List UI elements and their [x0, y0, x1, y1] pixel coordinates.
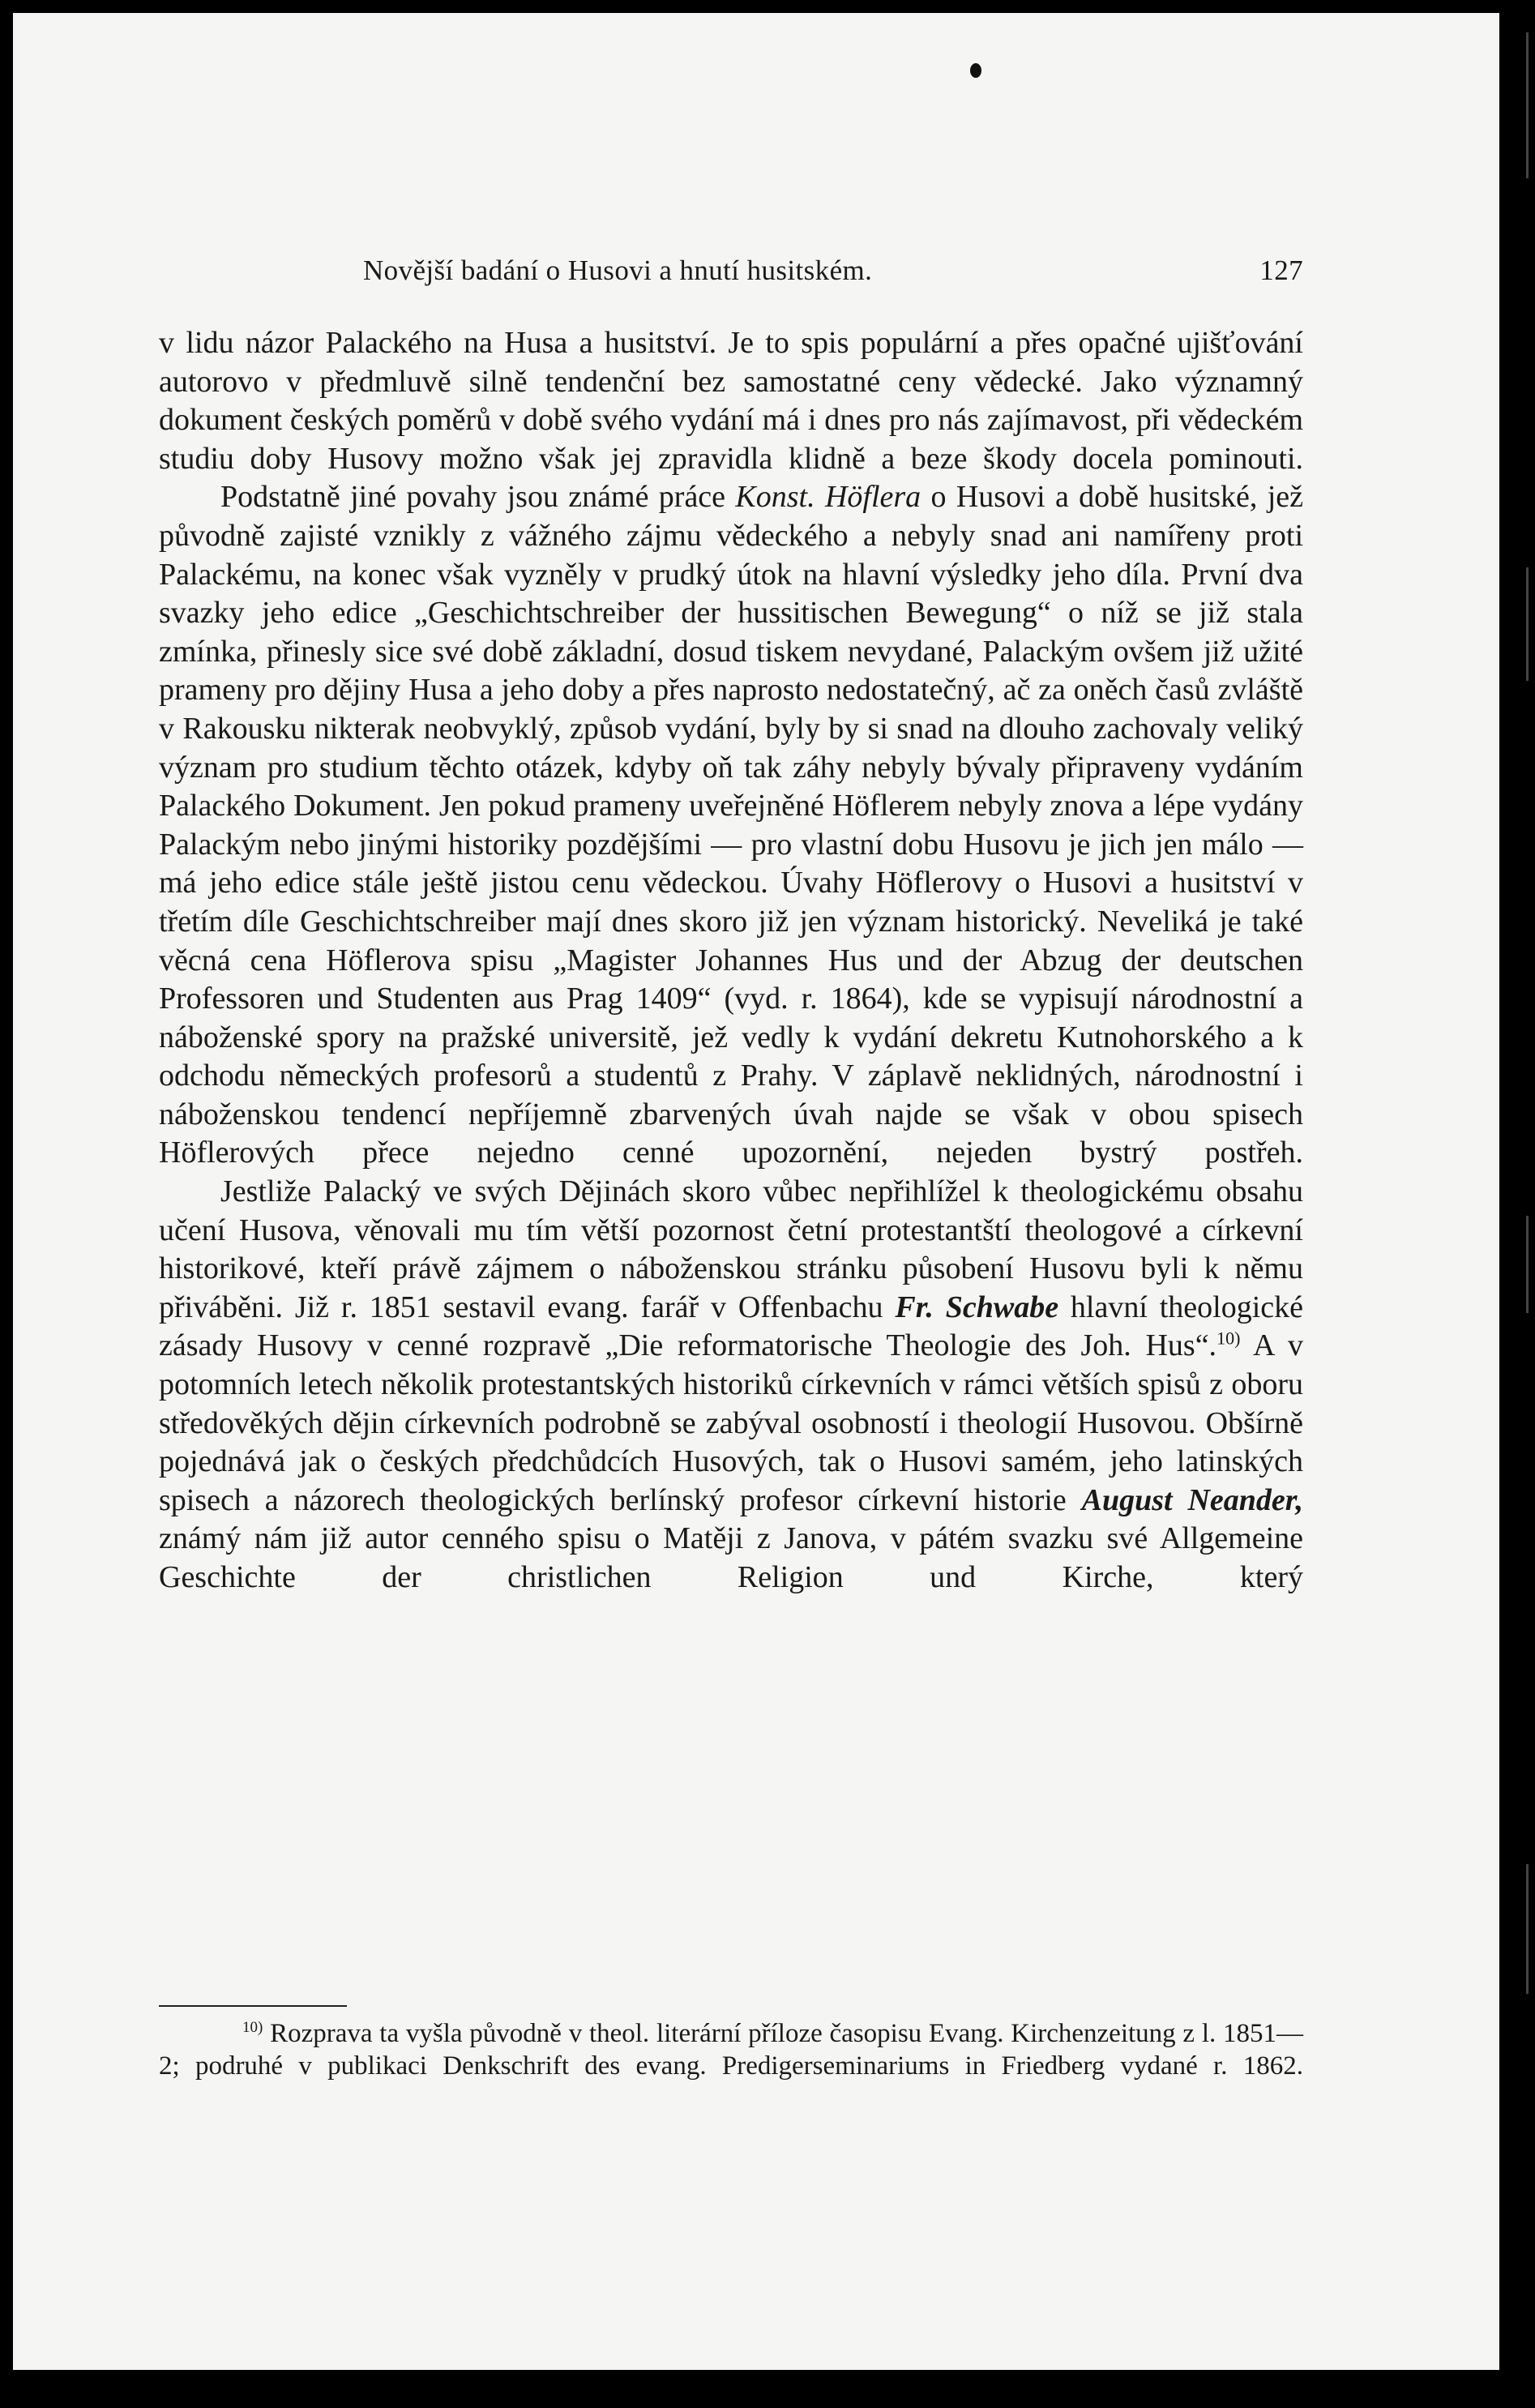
paragraph-2-lead: Podstatně jiné povahy jsou známé práce	[220, 480, 726, 515]
paragraph-3-part-4: známý nám již autor cenného spisu o Matěji z Janova, v pátém svazku své Allgemeine Geschichte der christlichen Religion und Kirche, který	[159, 1521, 1303, 1594]
footnote-marker: 10)	[242, 2019, 263, 2036]
scan-edge-mark	[1526, 1864, 1529, 1994]
paragraph-2	[159, 478, 1303, 1173]
scan-edge-mark	[1526, 32, 1529, 178]
ink-spot	[970, 63, 981, 78]
scan-edge-mark	[1526, 567, 1529, 681]
scan-edge-mark	[1526, 1216, 1529, 1313]
author-name-neander: August Neander,	[1081, 1482, 1303, 1517]
footnote-reference: 10)	[1216, 1328, 1241, 1349]
running-title: Novější badání o Husovi a hnutí husitském.	[363, 254, 873, 286]
paragraph-3-part-3: A v potomních letech několik protestantských historiků církevních v rámci větších spisů z oboru středověkých dějin církevních podrobně se zabýval osobností i theologií Husovou. Obšírně pojednává jak o českých předchůdcích Husových, tak o Husovi samém, jeho latinských spisech a názorech theologických berlínský profesor církevní historie	[159, 1328, 1303, 1517]
paragraph-3-part-2: hlavní theologické zásady Husovy v cenné rozpravě „Die reformatorische Theologie des Joh. Hus“.	[159, 1290, 1304, 1363]
author-name-schwabe: Fr. Schwabe	[895, 1290, 1059, 1324]
body-text	[159, 324, 1303, 1597]
footnote-separator	[159, 2005, 347, 2007]
running-head	[363, 254, 1303, 287]
paragraph-3-part-1: Jestliže Palacký ve svých Dějinách skoro vůbec nepřihlížel k theologickému obsahu učení Husova, věnovali mu tím větší pozornost četní protestantští theologové a církevní historikové, kteří právě zájmem o náboženskou stránku působení Husovu byli k němu přiváběni. Již r. 1851 sestavil evang. farář v Offenbachu	[159, 1174, 1303, 1324]
author-name-konst: Konst.	[735, 480, 815, 515]
paragraph-3	[159, 1173, 1303, 1597]
paragraph-2-text: o Husovi a době husitské, jež původně zajisté vznikly z vážného zájmu vědeckého a nebyly snad ani namířeny proti Palackému, na konec však vyzněly v prudký útok na hlavní výsledky jeho díla. První dva svazky jeho edice „Geschichtschreiber der hussitischen Bewegung“ o níž se již stala zmínka, přinesly sice své době základní, dosud tiskem nevydané, Palackým ovšem již užité prameny pro dějiny Husa a jeho doby a přes naprosto nedostatečný, ač za oněch časů zvláště v Rakousku nikterak neobvyklý, způsob vydání, byly by si snad na dlouho zachovaly veliký význam pro studium těchto otázek, kdyby oň tak záhy nebyly bývaly připraveny vydáním Palackého Dokument. Jen pokud prameny uveřejněné Höflerem nebyly znova a lépe vydány Palackým nebo jinými historiky pozdějšími — pro vlastní dobu Husovu je jich jen málo — má jeho edice stále ještě jistou cenu vědeckou. Úvahy Höflerovy o Husovi a husitství v třetím díle Geschichtschreiber mají dnes skoro již jen význam historický. Neveliká je také věcná cena Höflerova spisu „Magister Johannes Hus und der Abzug der deutschen Professoren und Studenten aus Prag 1409“ (vyd. r. 1864), kde se vypisují národnostní a náboženské spory na pražské universitě, jež vedly k vydání dekretu Kutnohorského a k odchodu německých profesorů a studentů z Prahy. V záplavě neklidných, národnostní i náboženskou tendencí nepříjemně zbarvených úvah najde se však v obou spisech Höflerových přece nejedno cenné upozornění, nejeden bystrý postřeh.	[159, 480, 1304, 1170]
author-name-hoefler: Höflera	[824, 480, 921, 515]
paragraph-1: v lidu názor Palackého na Husa a husitství. Je to spis populární a přes opačné ujišťování autorovo v předmluvě silně tendenční bez samostatné ceny vědecké. Jako významný dokument českých poměrů v době svého vydání má i dnes pro nás zajímavost, při vědeckém studiu doby Husovy možno však jej zpravidla klidně a beze škody docela pominouti.	[159, 326, 1303, 476]
page-number: 127	[1259, 254, 1303, 286]
footnote	[159, 2017, 1303, 2082]
book-page	[13, 13, 1499, 2370]
footnote-text: Rozprava ta vyšla původně v theol. literární příloze časopisu Evang. Kirchenzeitung z l. 1851—2; podruhé v publikaci Denkschrift des evang. Predigerseminariums in Friedberg vydané r. 1862.	[159, 2019, 1304, 2081]
